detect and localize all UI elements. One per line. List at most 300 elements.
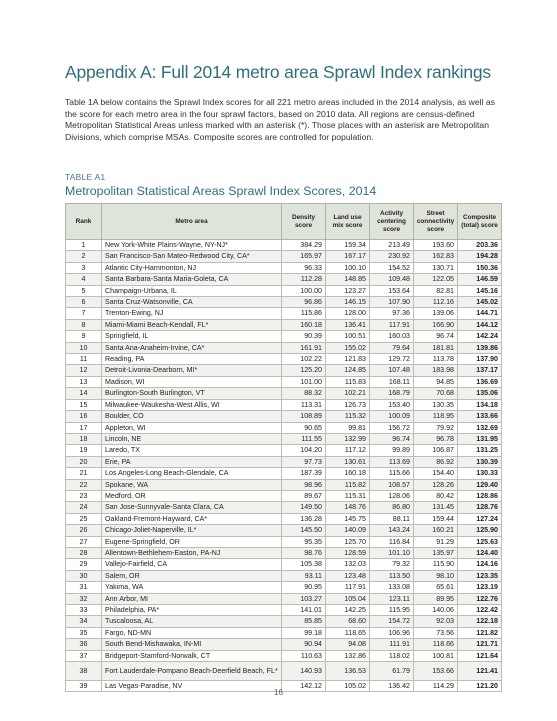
composite-cell: 144.12 bbox=[458, 319, 502, 330]
land-use-cell: 159.34 bbox=[326, 240, 370, 251]
street-cell: 98.10 bbox=[414, 570, 458, 581]
activity-cell: 108.57 bbox=[370, 479, 414, 490]
rank-cell: 14 bbox=[66, 388, 102, 399]
metro-area-cell: Springfield, IL bbox=[102, 331, 282, 342]
metro-area-cell: Burlington-South Burlington, VT bbox=[102, 388, 282, 399]
activity-cell: 168.11 bbox=[370, 376, 414, 387]
land-use-cell: 115.31 bbox=[326, 490, 370, 501]
composite-cell: 130.39 bbox=[458, 456, 502, 467]
table-row bbox=[66, 285, 502, 296]
composite-cell: 129.40 bbox=[458, 479, 502, 490]
land-use-cell: 167.17 bbox=[326, 251, 370, 262]
composite-cell: 128.76 bbox=[458, 502, 502, 513]
metro-area-cell: Reading, PA bbox=[102, 354, 282, 365]
table-row bbox=[66, 662, 502, 681]
activity-cell: 101.10 bbox=[370, 547, 414, 558]
rank-cell: 9 bbox=[66, 331, 102, 342]
composite-cell: 136.69 bbox=[458, 376, 502, 387]
rank-cell: 30 bbox=[66, 570, 102, 581]
activity-cell: 86.80 bbox=[370, 502, 414, 513]
street-cell: 131.45 bbox=[414, 502, 458, 513]
activity-cell: 160.03 bbox=[370, 331, 414, 342]
metro-area-cell: Erie, PA bbox=[102, 456, 282, 467]
land-use-cell: 68.60 bbox=[326, 616, 370, 627]
density-cell: 89.67 bbox=[282, 490, 326, 501]
composite-cell: 122.76 bbox=[458, 593, 502, 604]
header-density: Density score bbox=[282, 204, 326, 240]
table-row bbox=[66, 376, 502, 387]
metro-area-cell: Detroit-Livonia-Dearborn, MI* bbox=[102, 365, 282, 376]
land-use-cell: 130.61 bbox=[326, 456, 370, 467]
activity-cell: 154.72 bbox=[370, 616, 414, 627]
street-cell: 153.66 bbox=[414, 662, 458, 681]
street-cell: 115.90 bbox=[414, 559, 458, 570]
density-cell: 161.91 bbox=[282, 342, 326, 353]
street-cell: 80.42 bbox=[414, 490, 458, 501]
density-cell: 100.00 bbox=[282, 285, 326, 296]
land-use-cell: 121.83 bbox=[326, 354, 370, 365]
density-cell: 187.39 bbox=[282, 468, 326, 479]
density-cell: 384.29 bbox=[282, 240, 326, 251]
street-cell: 128.26 bbox=[414, 479, 458, 490]
density-cell: 96.86 bbox=[282, 297, 326, 308]
street-cell: 106.87 bbox=[414, 445, 458, 456]
composite-cell: 145.16 bbox=[458, 285, 502, 296]
metro-area-cell: San Francisco-San Mateo-Redwood City, CA* bbox=[102, 251, 282, 262]
street-cell: 118.95 bbox=[414, 411, 458, 422]
density-cell: 88.32 bbox=[282, 388, 326, 399]
metro-area-cell: Laredo, TX bbox=[102, 445, 282, 456]
land-use-cell: 94.08 bbox=[326, 639, 370, 650]
table-row bbox=[66, 513, 502, 524]
activity-cell: 128.06 bbox=[370, 490, 414, 501]
land-use-cell: 132.03 bbox=[326, 559, 370, 570]
density-cell: 105.38 bbox=[282, 559, 326, 570]
metro-area-cell: New York-White Plains-Wayne, NY-NJ* bbox=[102, 240, 282, 251]
land-use-cell: 123.48 bbox=[326, 570, 370, 581]
land-use-cell: 117.91 bbox=[326, 582, 370, 593]
metro-area-cell: Medford, OR bbox=[102, 490, 282, 501]
rank-cell: 35 bbox=[66, 627, 102, 638]
composite-cell: 123.35 bbox=[458, 570, 502, 581]
land-use-cell: 146.15 bbox=[326, 297, 370, 308]
land-use-cell: 148.76 bbox=[326, 502, 370, 513]
composite-cell: 130.33 bbox=[458, 468, 502, 479]
metro-area-cell: Tuscaloosa, AL bbox=[102, 616, 282, 627]
metro-area-cell: Champaign-Urbana, IL bbox=[102, 285, 282, 296]
metro-area-cell: Salem, OR bbox=[102, 570, 282, 581]
metro-area-cell: Philadelphia, PA* bbox=[102, 605, 282, 616]
rank-cell: 8 bbox=[66, 319, 102, 330]
rank-cell: 34 bbox=[66, 616, 102, 627]
header-composite: Composite (total) score bbox=[458, 204, 502, 240]
composite-cell: 142.24 bbox=[458, 331, 502, 342]
land-use-cell: 115.32 bbox=[326, 411, 370, 422]
street-cell: 139.06 bbox=[414, 308, 458, 319]
density-cell: 90.94 bbox=[282, 639, 326, 650]
activity-cell: 123.11 bbox=[370, 593, 414, 604]
activity-cell: 96.74 bbox=[370, 433, 414, 444]
composite-cell: 134.18 bbox=[458, 399, 502, 410]
rank-cell: 26 bbox=[66, 525, 102, 536]
table-row bbox=[66, 468, 502, 479]
table-row bbox=[66, 399, 502, 410]
table-row bbox=[66, 639, 502, 650]
header-activity: Activity centering score bbox=[370, 204, 414, 240]
metro-area-cell: Las Vegas-Paradise, NV bbox=[102, 681, 282, 692]
activity-cell: 107.48 bbox=[370, 365, 414, 376]
metro-area-cell: Allentown-Bethlehem-Easton, PA-NJ bbox=[102, 547, 282, 558]
table-row bbox=[66, 582, 502, 593]
rank-cell: 11 bbox=[66, 354, 102, 365]
composite-cell: 122.18 bbox=[458, 616, 502, 627]
street-cell: 122.05 bbox=[414, 274, 458, 285]
land-use-cell: 136.41 bbox=[326, 319, 370, 330]
table-row bbox=[66, 422, 502, 433]
composite-cell: 127.24 bbox=[458, 513, 502, 524]
activity-cell: 115.66 bbox=[370, 468, 414, 479]
sprawl-index-table bbox=[65, 203, 502, 692]
street-cell: 91.29 bbox=[414, 536, 458, 547]
density-cell: 165.97 bbox=[282, 251, 326, 262]
land-use-cell: 124.85 bbox=[326, 365, 370, 376]
rank-cell: 36 bbox=[66, 639, 102, 650]
table-row bbox=[66, 502, 502, 513]
composite-cell: 121.82 bbox=[458, 627, 502, 638]
land-use-cell: 117.12 bbox=[326, 445, 370, 456]
density-cell: 104.20 bbox=[282, 445, 326, 456]
density-cell: 149.50 bbox=[282, 502, 326, 513]
street-cell: 70.68 bbox=[414, 388, 458, 399]
activity-cell: 153.40 bbox=[370, 399, 414, 410]
composite-cell: 123.19 bbox=[458, 582, 502, 593]
street-cell: 130.35 bbox=[414, 399, 458, 410]
composite-cell: 131.25 bbox=[458, 445, 502, 456]
rank-cell: 13 bbox=[66, 376, 102, 387]
table-row bbox=[66, 331, 502, 342]
metro-area-cell: Appleton, WI bbox=[102, 422, 282, 433]
metro-area-cell: Los Angeles-Long Beach-Glendale, CA bbox=[102, 468, 282, 479]
rank-cell: 17 bbox=[66, 422, 102, 433]
street-cell: 118.66 bbox=[414, 639, 458, 650]
activity-cell: 136.42 bbox=[370, 681, 414, 692]
rank-cell: 12 bbox=[66, 365, 102, 376]
appendix-heading: Appendix A: Full 2014 metro area Sprawl Index rankings bbox=[65, 62, 491, 82]
composite-cell: 145.02 bbox=[458, 297, 502, 308]
street-cell: 82.81 bbox=[414, 285, 458, 296]
composite-cell: 121.71 bbox=[458, 639, 502, 650]
table-row bbox=[66, 650, 502, 661]
header-metro-area: Metro area bbox=[102, 204, 282, 240]
land-use-cell: 142.25 bbox=[326, 605, 370, 616]
land-use-cell: 105.02 bbox=[326, 681, 370, 692]
metro-area-cell: Oakland-Fremont-Hayward, CA* bbox=[102, 513, 282, 524]
metro-area-cell: Miami-Miami Beach-Kendall, FL* bbox=[102, 319, 282, 330]
land-use-cell: 132.86 bbox=[326, 650, 370, 661]
table-row bbox=[66, 616, 502, 627]
metro-area-cell: Bridgeport-Stamford-Norwalk, CT bbox=[102, 650, 282, 661]
rank-cell: 2 bbox=[66, 251, 102, 262]
activity-cell: 115.95 bbox=[370, 605, 414, 616]
rank-cell: 16 bbox=[66, 411, 102, 422]
rank-cell: 1 bbox=[66, 240, 102, 251]
composite-cell: 132.69 bbox=[458, 422, 502, 433]
density-cell: 90.65 bbox=[282, 422, 326, 433]
activity-cell: 133.08 bbox=[370, 582, 414, 593]
table-row bbox=[66, 570, 502, 581]
composite-cell: 139.86 bbox=[458, 342, 502, 353]
table-row bbox=[66, 525, 502, 536]
street-cell: 135.97 bbox=[414, 547, 458, 558]
street-cell: 130.71 bbox=[414, 262, 458, 273]
table-row bbox=[66, 547, 502, 558]
metro-area-cell: Vallejo-Fairfield, CA bbox=[102, 559, 282, 570]
activity-cell: 143.24 bbox=[370, 525, 414, 536]
rank-cell: 24 bbox=[66, 502, 102, 513]
street-cell: 193.60 bbox=[414, 240, 458, 251]
rank-cell: 38 bbox=[66, 662, 102, 681]
activity-cell: 213.49 bbox=[370, 240, 414, 251]
table-row bbox=[66, 240, 502, 251]
rank-cell: 32 bbox=[66, 593, 102, 604]
composite-cell: 131.95 bbox=[458, 433, 502, 444]
metro-area-cell: Yakima, WA bbox=[102, 582, 282, 593]
street-cell: 113.78 bbox=[414, 354, 458, 365]
density-cell: 111.55 bbox=[282, 433, 326, 444]
composite-cell: 122.42 bbox=[458, 605, 502, 616]
composite-cell: 125.63 bbox=[458, 536, 502, 547]
land-use-cell: 115.82 bbox=[326, 479, 370, 490]
land-use-cell: 132.99 bbox=[326, 433, 370, 444]
composite-cell: 121.41 bbox=[458, 662, 502, 681]
rank-cell: 6 bbox=[66, 297, 102, 308]
density-cell: 125.20 bbox=[282, 365, 326, 376]
table-row bbox=[66, 456, 502, 467]
table-row bbox=[66, 274, 502, 285]
metro-area-cell: Spokane, WA bbox=[102, 479, 282, 490]
street-cell: 159.44 bbox=[414, 513, 458, 524]
table-row bbox=[66, 605, 502, 616]
land-use-cell: 126.73 bbox=[326, 399, 370, 410]
land-use-cell: 105.04 bbox=[326, 593, 370, 604]
activity-cell: 230.92 bbox=[370, 251, 414, 262]
activity-cell: 79.64 bbox=[370, 342, 414, 353]
table-row bbox=[66, 319, 502, 330]
composite-cell: 137.17 bbox=[458, 365, 502, 376]
composite-cell: 124.40 bbox=[458, 547, 502, 558]
density-cell: 85.85 bbox=[282, 616, 326, 627]
density-cell: 97.73 bbox=[282, 456, 326, 467]
land-use-cell: 115.83 bbox=[326, 376, 370, 387]
rank-cell: 19 bbox=[66, 445, 102, 456]
activity-cell: 116.84 bbox=[370, 536, 414, 547]
street-cell: 96.78 bbox=[414, 433, 458, 444]
composite-cell: 128.86 bbox=[458, 490, 502, 501]
metro-area-cell: Ann Arbor, MI bbox=[102, 593, 282, 604]
table-row bbox=[66, 354, 502, 365]
street-cell: 112.16 bbox=[414, 297, 458, 308]
composite-cell: 203.36 bbox=[458, 240, 502, 251]
density-cell: 102.22 bbox=[282, 354, 326, 365]
metro-area-cell: Santa Barbara-Santa Maria-Goleta, CA bbox=[102, 274, 282, 285]
rank-cell: 28 bbox=[66, 547, 102, 558]
density-cell: 103.27 bbox=[282, 593, 326, 604]
street-cell: 160.21 bbox=[414, 525, 458, 536]
rank-cell: 25 bbox=[66, 513, 102, 524]
metro-area-cell: Boulder, CO bbox=[102, 411, 282, 422]
table-row bbox=[66, 251, 502, 262]
composite-cell: 144.71 bbox=[458, 308, 502, 319]
activity-cell: 107.90 bbox=[370, 297, 414, 308]
composite-cell: 194.28 bbox=[458, 251, 502, 262]
metro-area-cell: Milwaukee-Waukesha-West Allis, WI bbox=[102, 399, 282, 410]
land-use-cell: 128.59 bbox=[326, 547, 370, 558]
rank-cell: 29 bbox=[66, 559, 102, 570]
activity-cell: 153.64 bbox=[370, 285, 414, 296]
composite-cell: 121.20 bbox=[458, 681, 502, 692]
activity-cell: 109.48 bbox=[370, 274, 414, 285]
density-cell: 115.86 bbox=[282, 308, 326, 319]
header-land-use: Land use mix score bbox=[326, 204, 370, 240]
density-cell: 160.18 bbox=[282, 319, 326, 330]
intro-paragraph: Table 1A below contains the Sprawl Index scores for all 221 metro areas included in the 2014 analysis, as well as the score for each metro area in the four sprawl factors, based on 2010 data. All regions are census-defined Metropolitan Statistical Areas unless marked with an asterisk (*). Those places with an asterisk are Metropolitan Divisions, which comprise MSAs. Composite scores are controlled for population. bbox=[65, 97, 495, 142]
rank-cell: 18 bbox=[66, 433, 102, 444]
table-title: Metropolitan Statistical Areas Sprawl Index Scores, 2014 bbox=[65, 184, 377, 198]
composite-cell: 150.36 bbox=[458, 262, 502, 273]
table-row bbox=[66, 388, 502, 399]
table-row bbox=[66, 536, 502, 547]
density-cell: 98.96 bbox=[282, 479, 326, 490]
land-use-cell: 100.51 bbox=[326, 331, 370, 342]
metro-area-cell: San Jose-Sunnyvale-Santa Clara, CA bbox=[102, 502, 282, 513]
rank-cell: 15 bbox=[66, 399, 102, 410]
activity-cell: 168.79 bbox=[370, 388, 414, 399]
activity-cell: 154.52 bbox=[370, 262, 414, 273]
composite-cell: 124.16 bbox=[458, 559, 502, 570]
density-cell: 99.18 bbox=[282, 627, 326, 638]
density-cell: 96.33 bbox=[282, 262, 326, 273]
metro-area-cell: South Bend-Mishawaka, IN-MI bbox=[102, 639, 282, 650]
land-use-cell: 123.27 bbox=[326, 285, 370, 296]
table-row bbox=[66, 297, 502, 308]
activity-cell: 99.89 bbox=[370, 445, 414, 456]
land-use-cell: 155.02 bbox=[326, 342, 370, 353]
land-use-cell: 128.00 bbox=[326, 308, 370, 319]
table-row bbox=[66, 445, 502, 456]
street-cell: 162.83 bbox=[414, 251, 458, 262]
land-use-cell: 100.10 bbox=[326, 262, 370, 273]
table-row bbox=[66, 411, 502, 422]
rank-cell: 10 bbox=[66, 342, 102, 353]
metro-area-cell: Fort Lauderdale-Pompano Beach-Deerfield Beach, FL* bbox=[102, 662, 282, 681]
header-street: Street connectivity score bbox=[414, 204, 458, 240]
rank-cell: 21 bbox=[66, 468, 102, 479]
activity-cell: 117.91 bbox=[370, 319, 414, 330]
density-cell: 95.35 bbox=[282, 536, 326, 547]
rank-cell: 31 bbox=[66, 582, 102, 593]
street-cell: 96.74 bbox=[414, 331, 458, 342]
activity-cell: 106.96 bbox=[370, 627, 414, 638]
density-cell: 112.28 bbox=[282, 274, 326, 285]
composite-cell: 135.06 bbox=[458, 388, 502, 399]
table-row bbox=[66, 262, 502, 273]
land-use-cell: 118.65 bbox=[326, 627, 370, 638]
street-cell: 89.95 bbox=[414, 593, 458, 604]
land-use-cell: 125.70 bbox=[326, 536, 370, 547]
composite-cell: 121.64 bbox=[458, 650, 502, 661]
table-row bbox=[66, 490, 502, 501]
street-cell: 92.03 bbox=[414, 616, 458, 627]
land-use-cell: 140.09 bbox=[326, 525, 370, 536]
street-cell: 166.90 bbox=[414, 319, 458, 330]
metro-area-cell: Chicago-Joliet-Naperville, IL* bbox=[102, 525, 282, 536]
metro-area-cell: Santa Cruz-Watsonville, CA bbox=[102, 297, 282, 308]
rank-cell: 7 bbox=[66, 308, 102, 319]
table-header bbox=[66, 204, 502, 240]
land-use-cell: 160.18 bbox=[326, 468, 370, 479]
rank-cell: 22 bbox=[66, 479, 102, 490]
density-cell: 98.76 bbox=[282, 547, 326, 558]
density-cell: 140.93 bbox=[282, 662, 326, 681]
density-cell: 108.89 bbox=[282, 411, 326, 422]
land-use-cell: 99.81 bbox=[326, 422, 370, 433]
table-label: TABLE A1 bbox=[65, 172, 106, 182]
metro-area-cell: Fargo, ND-MN bbox=[102, 627, 282, 638]
density-cell: 90.95 bbox=[282, 582, 326, 593]
table-row bbox=[66, 479, 502, 490]
density-cell: 145.50 bbox=[282, 525, 326, 536]
street-cell: 183.98 bbox=[414, 365, 458, 376]
density-cell: 136.28 bbox=[282, 513, 326, 524]
density-cell: 101.00 bbox=[282, 376, 326, 387]
composite-cell: 146.59 bbox=[458, 274, 502, 285]
composite-cell: 133.66 bbox=[458, 411, 502, 422]
table-row bbox=[66, 342, 502, 353]
rank-cell: 37 bbox=[66, 650, 102, 661]
street-cell: 94.85 bbox=[414, 376, 458, 387]
activity-cell: 129.72 bbox=[370, 354, 414, 365]
street-cell: 140.06 bbox=[414, 605, 458, 616]
activity-cell: 113.50 bbox=[370, 570, 414, 581]
density-cell: 110.63 bbox=[282, 650, 326, 661]
rank-cell: 39 bbox=[66, 681, 102, 692]
land-use-cell: 148.85 bbox=[326, 274, 370, 285]
land-use-cell: 145.75 bbox=[326, 513, 370, 524]
rank-cell: 4 bbox=[66, 274, 102, 285]
rank-cell: 27 bbox=[66, 536, 102, 547]
metro-area-cell: Trenton-Ewing, NJ bbox=[102, 308, 282, 319]
metro-area-cell: Eugene-Springfield, OR bbox=[102, 536, 282, 547]
density-cell: 90.39 bbox=[282, 331, 326, 342]
rank-cell: 5 bbox=[66, 285, 102, 296]
density-cell: 93.11 bbox=[282, 570, 326, 581]
street-cell: 154.40 bbox=[414, 468, 458, 479]
activity-cell: 61.79 bbox=[370, 662, 414, 681]
activity-cell: 111.91 bbox=[370, 639, 414, 650]
metro-area-cell: Madison, WI bbox=[102, 376, 282, 387]
activity-cell: 100.09 bbox=[370, 411, 414, 422]
street-cell: 114.29 bbox=[414, 681, 458, 692]
street-cell: 100.81 bbox=[414, 650, 458, 661]
land-use-cell: 102.21 bbox=[326, 388, 370, 399]
metro-area-cell: Lincoln, NE bbox=[102, 433, 282, 444]
density-cell: 141.01 bbox=[282, 605, 326, 616]
table-body bbox=[66, 240, 502, 692]
page-number: 16 bbox=[274, 688, 283, 697]
activity-cell: 156.72 bbox=[370, 422, 414, 433]
table-row bbox=[66, 559, 502, 570]
activity-cell: 118.02 bbox=[370, 650, 414, 661]
